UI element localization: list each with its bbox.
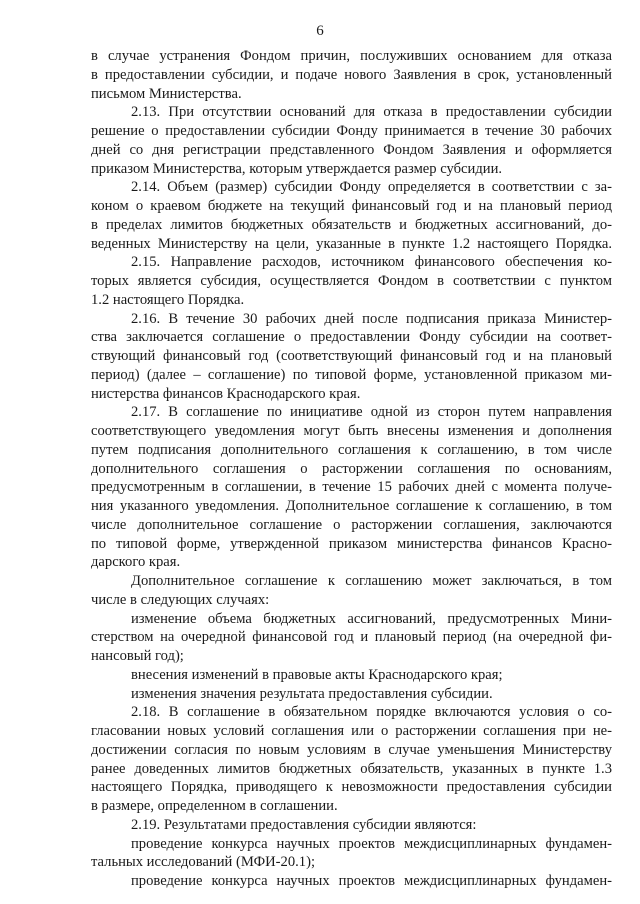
text-line: коном о краевом бюджете на текущий финансовый год и на плановый период: [91, 198, 612, 214]
text-line: внесения изменений в правовые акты Краснодарского края;: [131, 666, 503, 683]
text-line: Дополнительное соглашение к соглашению может заключаться, в том: [131, 573, 612, 589]
text-line: веденных Министерству на цели, указанные в пункте 1.2 настоящего Порядка.: [91, 235, 612, 252]
text-line: ства заключается соглашение о предоставлении Фонду субсидии на соответ-: [91, 329, 612, 346]
text-line: проведение конкурса научных проектов междисциплинарных фундамен-: [131, 835, 612, 852]
text-line: нансовый год);: [91, 648, 184, 664]
text-line: решение о предоставлении субсидии Фонду принимается в течение 30 рабочих: [91, 123, 612, 139]
text-line: 2.13. При отсутствии оснований для отказа в предоставлении субсидии: [131, 104, 612, 121]
text-line: 2.19. Результатами предоставления субсидии являются:: [131, 816, 477, 833]
text-line: торых является субсидия, осуществляется Фондом в соответствии с пунктом: [91, 273, 612, 289]
text-line: предусмотренным в соглашении, в течение 15 рабочих дней с момента получе-: [91, 479, 612, 496]
text-line: проведение конкурса научных проектов междисциплинарных фундамен-: [131, 873, 612, 889]
text-line: 2.15. Направление расходов, источником финансового обеспечения ко-: [131, 254, 612, 271]
text-line: ствующий финансовый год (соответствующий финансовый год и на плановый: [91, 348, 612, 364]
text-line: в размере, определенном в соглашении.: [91, 798, 338, 814]
text-line: 2.14. Объем (размер) субсидии Фонду определяется в соответствии с за-: [131, 179, 612, 196]
text-line: дней со дня регистрации представленного Фондом Заявления и оформляется: [91, 141, 612, 158]
text-line: 1.2 настоящего Порядка.: [91, 291, 245, 308]
text-line: числе в следующих случаях:: [91, 591, 270, 608]
text-line: дополнительного соглашения о расторжении соглашения по основаниям,: [91, 460, 612, 477]
text-line: стерством на очередной финансовой год и плановый период (на очередной фи-: [91, 629, 612, 646]
text-line: письмом Министерства.: [91, 85, 242, 102]
text-line: достижении согласия по новым условиям в случае уменьшения Министерству: [91, 741, 612, 758]
text-line: по типовой форме, утвержденной приказом министерства финансов Красно-: [91, 535, 612, 552]
document-body: [91, 47, 612, 891]
text-line: период) (далее – соглашение) по типовой форме, установленной приказом ми-: [91, 366, 612, 383]
text-line: изменение объема бюджетных ассигнований, предусмотренных Мини-: [131, 610, 612, 627]
text-line: дарского края.: [91, 554, 181, 571]
text-line: соответствующего уведомления могут быть внесены изменения и дополнения: [91, 423, 612, 439]
text-line: гласовании новых условий соглашения или о расторжении соглашения при не-: [91, 723, 612, 739]
text-line: числе дополнительное соглашение о расторжении соглашения, заключаются: [91, 516, 612, 533]
text-line: в случае устранения Фондом причин, послуживших основанием для отказа: [91, 48, 612, 64]
text-line: изменения значения результата предоставления субсидии.: [131, 685, 493, 702]
text-line: путем подписания дополнительного соглашения к соглашению, в том числе: [91, 441, 612, 458]
text-line: ранее доведенных лимитов бюджетных обязательств, указанных в пункте 1.3: [91, 760, 612, 777]
text-line: настоящего Порядка, приводящего к невозможности предоставления субсидии: [91, 779, 612, 796]
text-line: в пределах лимитов бюджетных обязательств и бюджетных ассигнований, до-: [91, 216, 612, 233]
text-line: 2.18. В соглашение в обязательном порядке включаются условия о со-: [131, 704, 612, 721]
text-line: нистерства финансов Краснодарского края.: [91, 385, 361, 402]
text-line: 2.17. В соглашение по инициативе одной из сторон путем направления: [131, 404, 612, 421]
text-line: приказом Министерства, которым утверждается размер субсидии.: [91, 160, 503, 177]
text-line: 2.16. В течение 30 рабочих дней после подписания приказа Министер-: [131, 310, 612, 327]
text-line: тальных исследований (МФИ-20.1);: [91, 854, 315, 871]
text-line: в предоставлении субсидии, и подаче нового Заявления в срок, установленный: [91, 66, 612, 83]
page-number: 6: [316, 23, 324, 39]
text-line: ния указанного уведомления. Дополнительное соглашение к соглашению, в том: [91, 498, 612, 514]
